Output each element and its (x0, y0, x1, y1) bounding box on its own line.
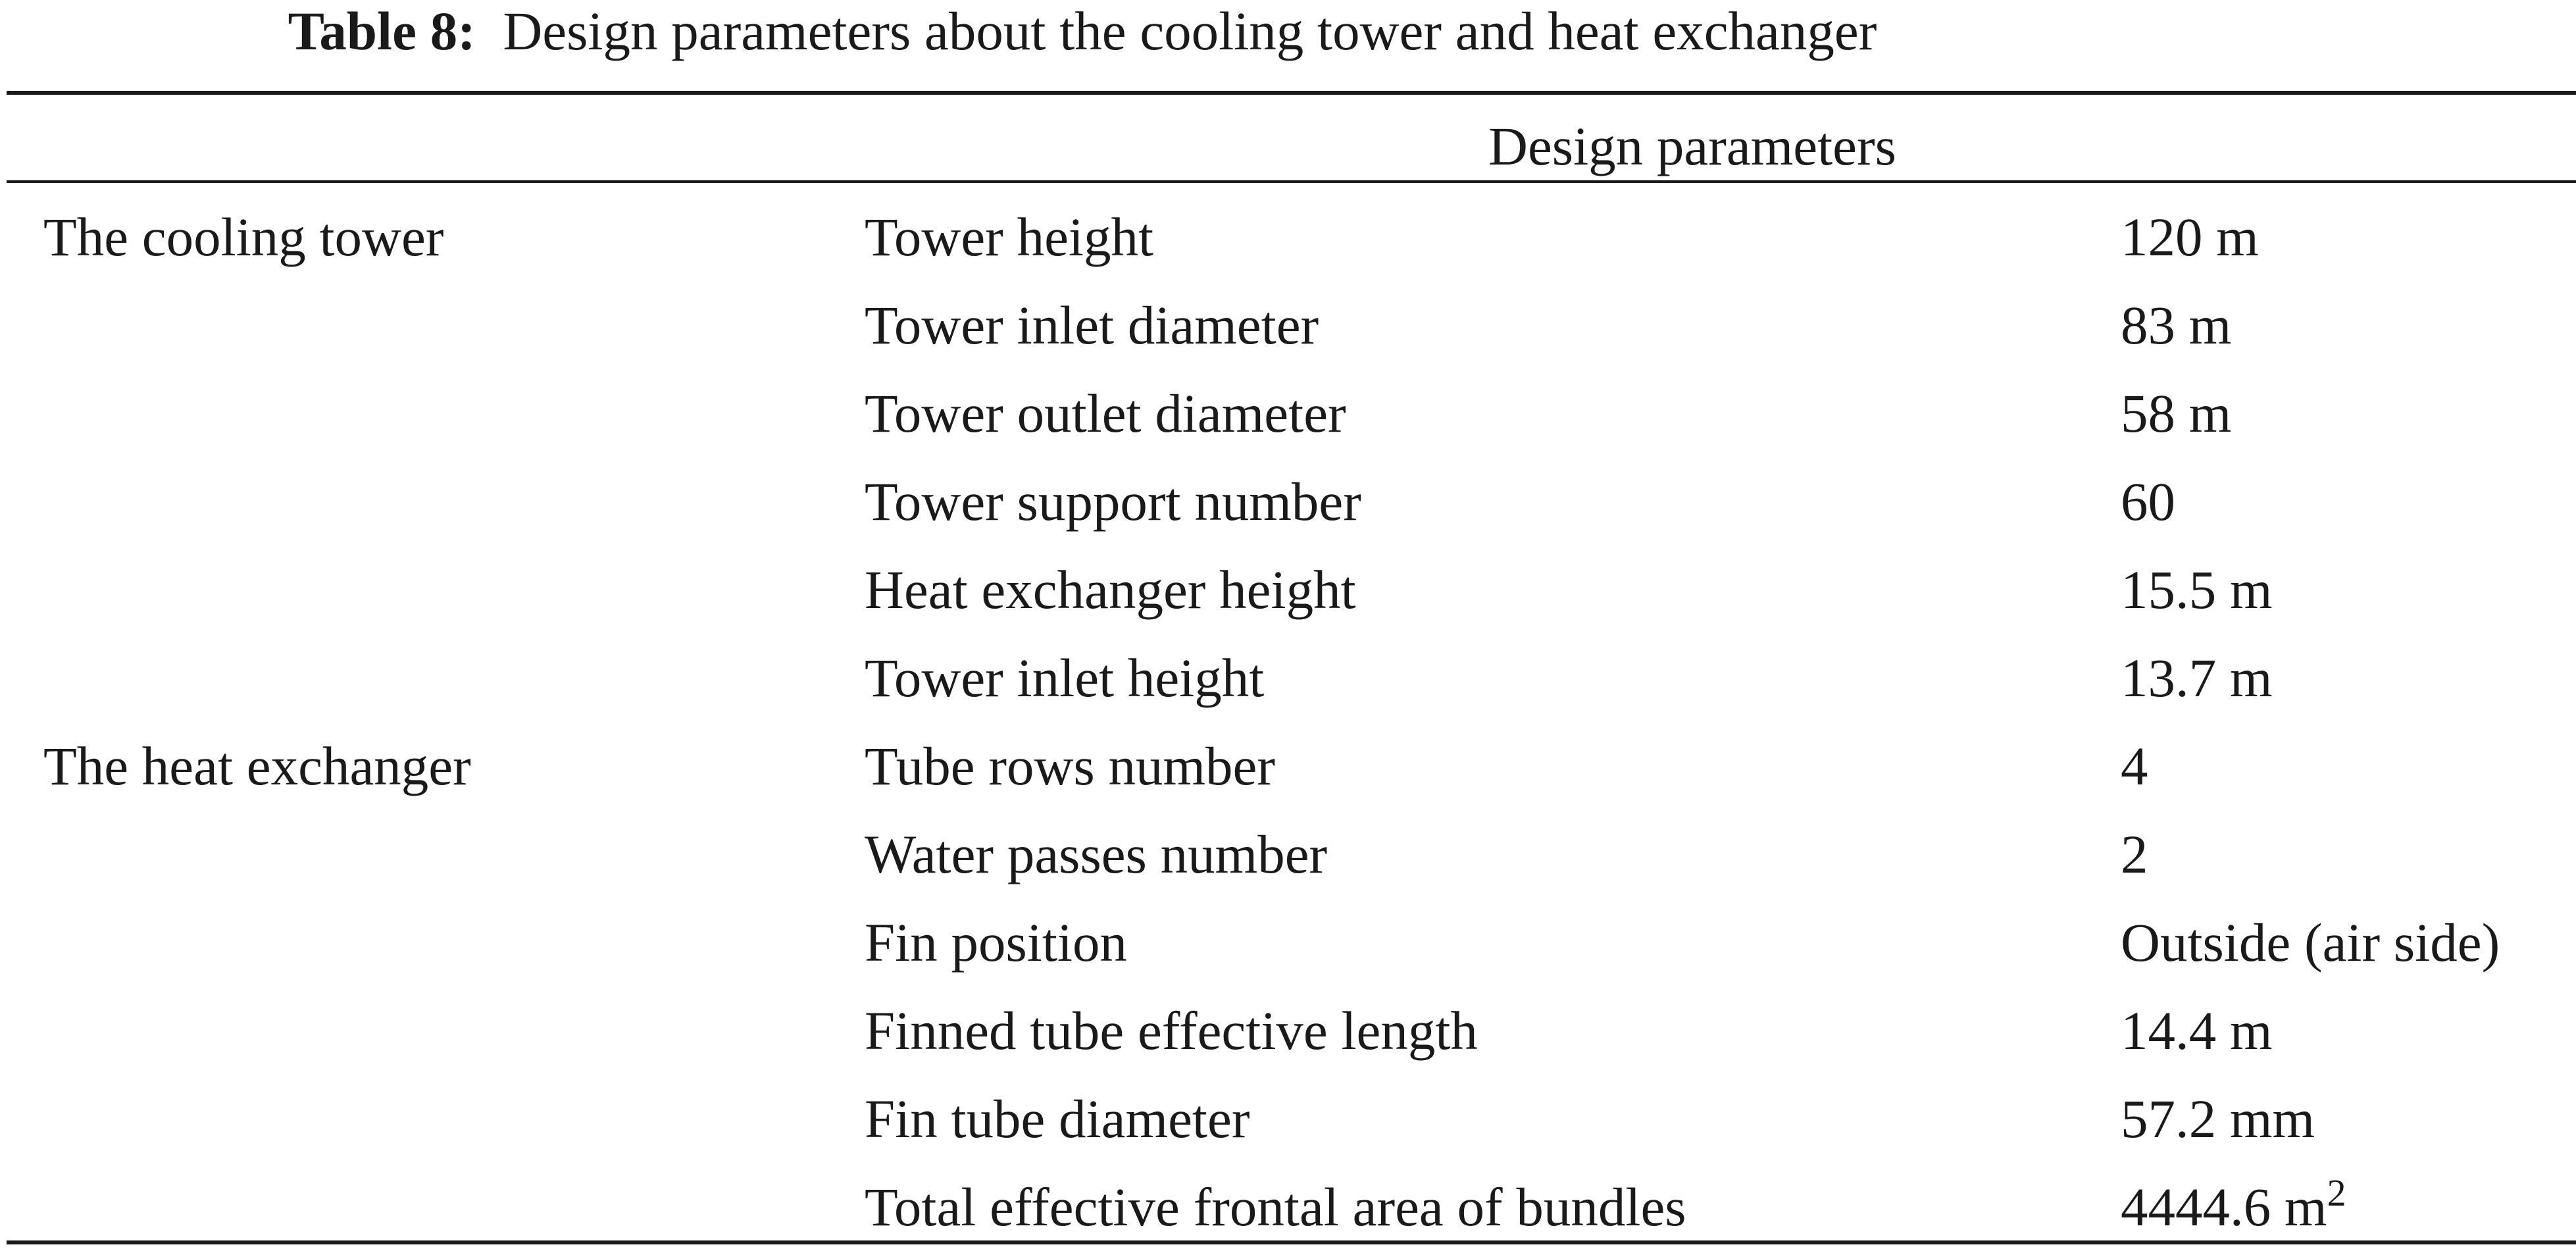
value-text: 14.4 m (2121, 1000, 2273, 1061)
table-header-rule (7, 180, 2576, 183)
parameter-cell: Water passes number (865, 824, 1328, 884)
parameter-cell: Fin tube diameter (865, 1088, 1250, 1149)
table-row (0, 1163, 2576, 1251)
value-cell (2121, 722, 2148, 810)
value-cell (2121, 369, 2231, 457)
table-row (0, 457, 2576, 546)
value-cell (2121, 634, 2273, 722)
value-cell (2121, 457, 2175, 546)
parameter-cell: Fin position (865, 912, 1127, 973)
parameter-cell: Tower outlet diameter (865, 383, 1346, 444)
group-name-cell: The cooling tower (43, 207, 444, 267)
parameter-cell: Total effective frontal area of bundles (865, 1177, 1686, 1237)
parameter-cell: Tube rows number (865, 736, 1276, 796)
value-cell (2121, 281, 2231, 369)
parameter-cell: Tower inlet diameter (865, 295, 1319, 355)
value-text: 4444.6 m (2121, 1177, 2327, 1237)
table-row (0, 810, 2576, 898)
table-row (0, 369, 2576, 457)
value-cell (2121, 1075, 2315, 1163)
value-superscript: 2 (2327, 1171, 2346, 1214)
value-text: Outside (air side) (2121, 912, 2500, 973)
value-text: 13.7 m (2121, 648, 2273, 708)
table-row (0, 1075, 2576, 1163)
parameter-cell: Finned tube effective length (865, 1000, 1478, 1061)
value-text: 60 (2121, 471, 2175, 532)
column-header-design-parameters: Design parameters (1488, 116, 1896, 176)
table-row (0, 634, 2576, 722)
value-cell (2121, 1163, 2346, 1251)
table-row (0, 193, 2576, 281)
table-top-rule (7, 91, 2576, 95)
value-cell (2121, 986, 2273, 1075)
parameter-cell: Tower support number (865, 471, 1361, 532)
parameter-cell: Heat exchanger height (865, 559, 1356, 620)
value-text: 15.5 m (2121, 559, 2273, 620)
parameter-cell: Tower inlet height (865, 648, 1265, 708)
value-cell (2121, 193, 2259, 281)
group-name-cell: The heat exchanger (43, 736, 471, 796)
table-row (0, 722, 2576, 810)
value-text: 57.2 mm (2121, 1088, 2315, 1149)
parameter-cell: Tower height (865, 207, 1154, 267)
value-cell (2121, 898, 2500, 986)
value-text: 2 (2121, 824, 2148, 884)
table-caption-label: Table 8: (288, 1, 476, 61)
value-cell (2121, 546, 2273, 634)
table-row (0, 281, 2576, 369)
value-cell (2121, 810, 2148, 898)
value-text: 58 m (2121, 383, 2232, 444)
table-caption-text: Design parameters about the cooling tower and heat exchanger (503, 1, 1877, 61)
table-row (0, 546, 2576, 634)
table-row (0, 986, 2576, 1075)
table-bottom-rule (7, 1240, 2576, 1244)
table-row (0, 898, 2576, 986)
value-text: 120 m (2121, 207, 2259, 267)
table-caption (0, 0, 2165, 63)
value-text: 83 m (2121, 295, 2232, 355)
value-text: 4 (2121, 736, 2148, 796)
